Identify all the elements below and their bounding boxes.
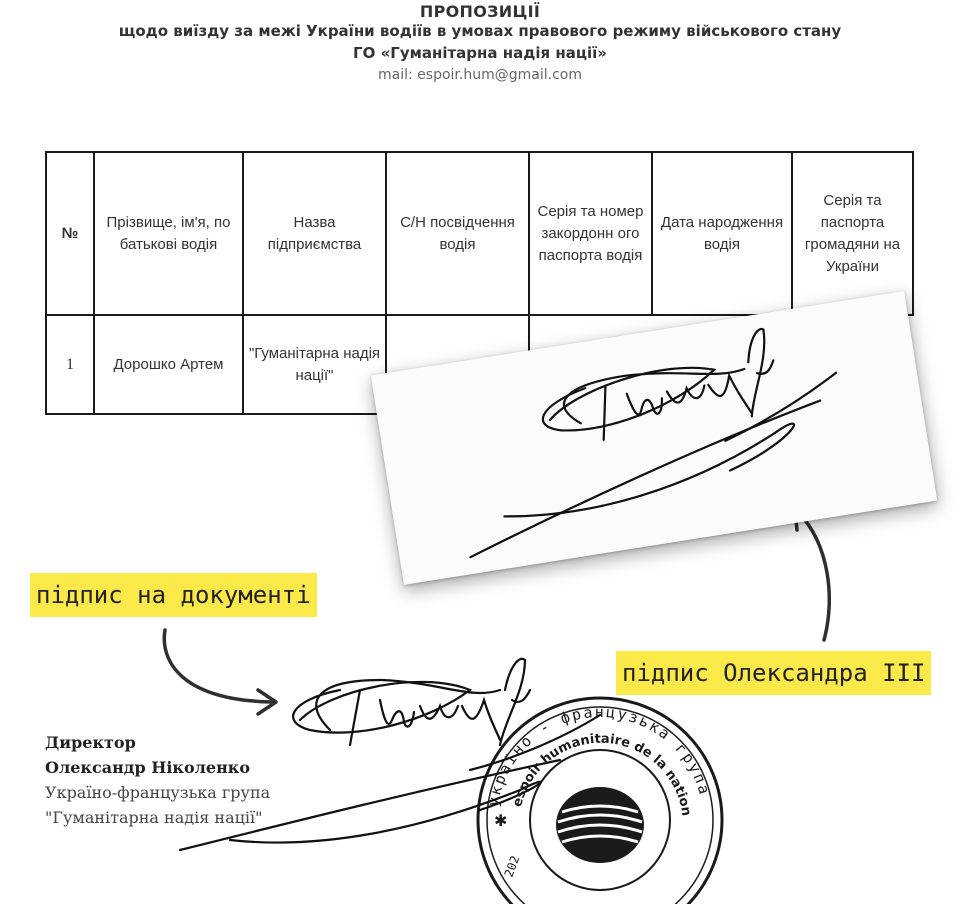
column-header-number: №	[46, 152, 94, 315]
stamp-inner-text: espoir humanitaire de la nation	[510, 731, 694, 818]
column-header-birth-date: Дата народження водія	[652, 152, 792, 315]
organization-full-name: "Гуманітарна надія нації"	[45, 808, 263, 827]
cell-number: 1	[46, 315, 94, 414]
contact-email: mail: espoir.hum@gmail.com	[378, 67, 582, 83]
cell-driver-name: Дорошко Артем	[94, 315, 243, 414]
stamp-emblem-icon	[556, 787, 644, 863]
organization-group: Україно-французька група	[45, 783, 271, 802]
director-block	[45, 730, 270, 830]
director-title: Директор	[45, 733, 136, 752]
column-header-company: Назва підприємства	[243, 152, 386, 315]
stamp-star-icon: ✱	[494, 811, 508, 830]
arrow-to-reference-signature-icon	[795, 510, 829, 640]
label-document-signature: підпис на документі	[30, 573, 317, 617]
column-header-national-passport: Серія та паспорта громадяни на України	[792, 152, 913, 315]
arrow-to-document-signature-icon	[164, 630, 276, 714]
column-header-license: С/Н посвідчення водія	[386, 152, 529, 315]
organization-name: ГО «Гуманітарна надія нації»	[353, 44, 607, 62]
organization-stamp	[478, 698, 722, 904]
stamp-year: 202	[501, 853, 523, 880]
director-name: Олександр Ніколенко	[45, 758, 251, 777]
label-oleksandr-signature: підпис Олександра ІІІ	[616, 651, 931, 695]
document-title: ПРОПОЗИЦІЇ	[419, 2, 541, 21]
cell-company: "Гуманітарна надія нації"	[243, 315, 386, 414]
stamp-outer-text: україно - французька група	[483, 702, 714, 808]
column-header-passport: Серія та номер закордонн ого паспорта водія	[529, 152, 652, 315]
column-header-driver-name: Прізвище, ім'я, по батькові водія	[94, 152, 243, 315]
document-subtitle: щодо виїзду за межі України водіїв в умовах правового режиму військового стану	[118, 22, 842, 40]
